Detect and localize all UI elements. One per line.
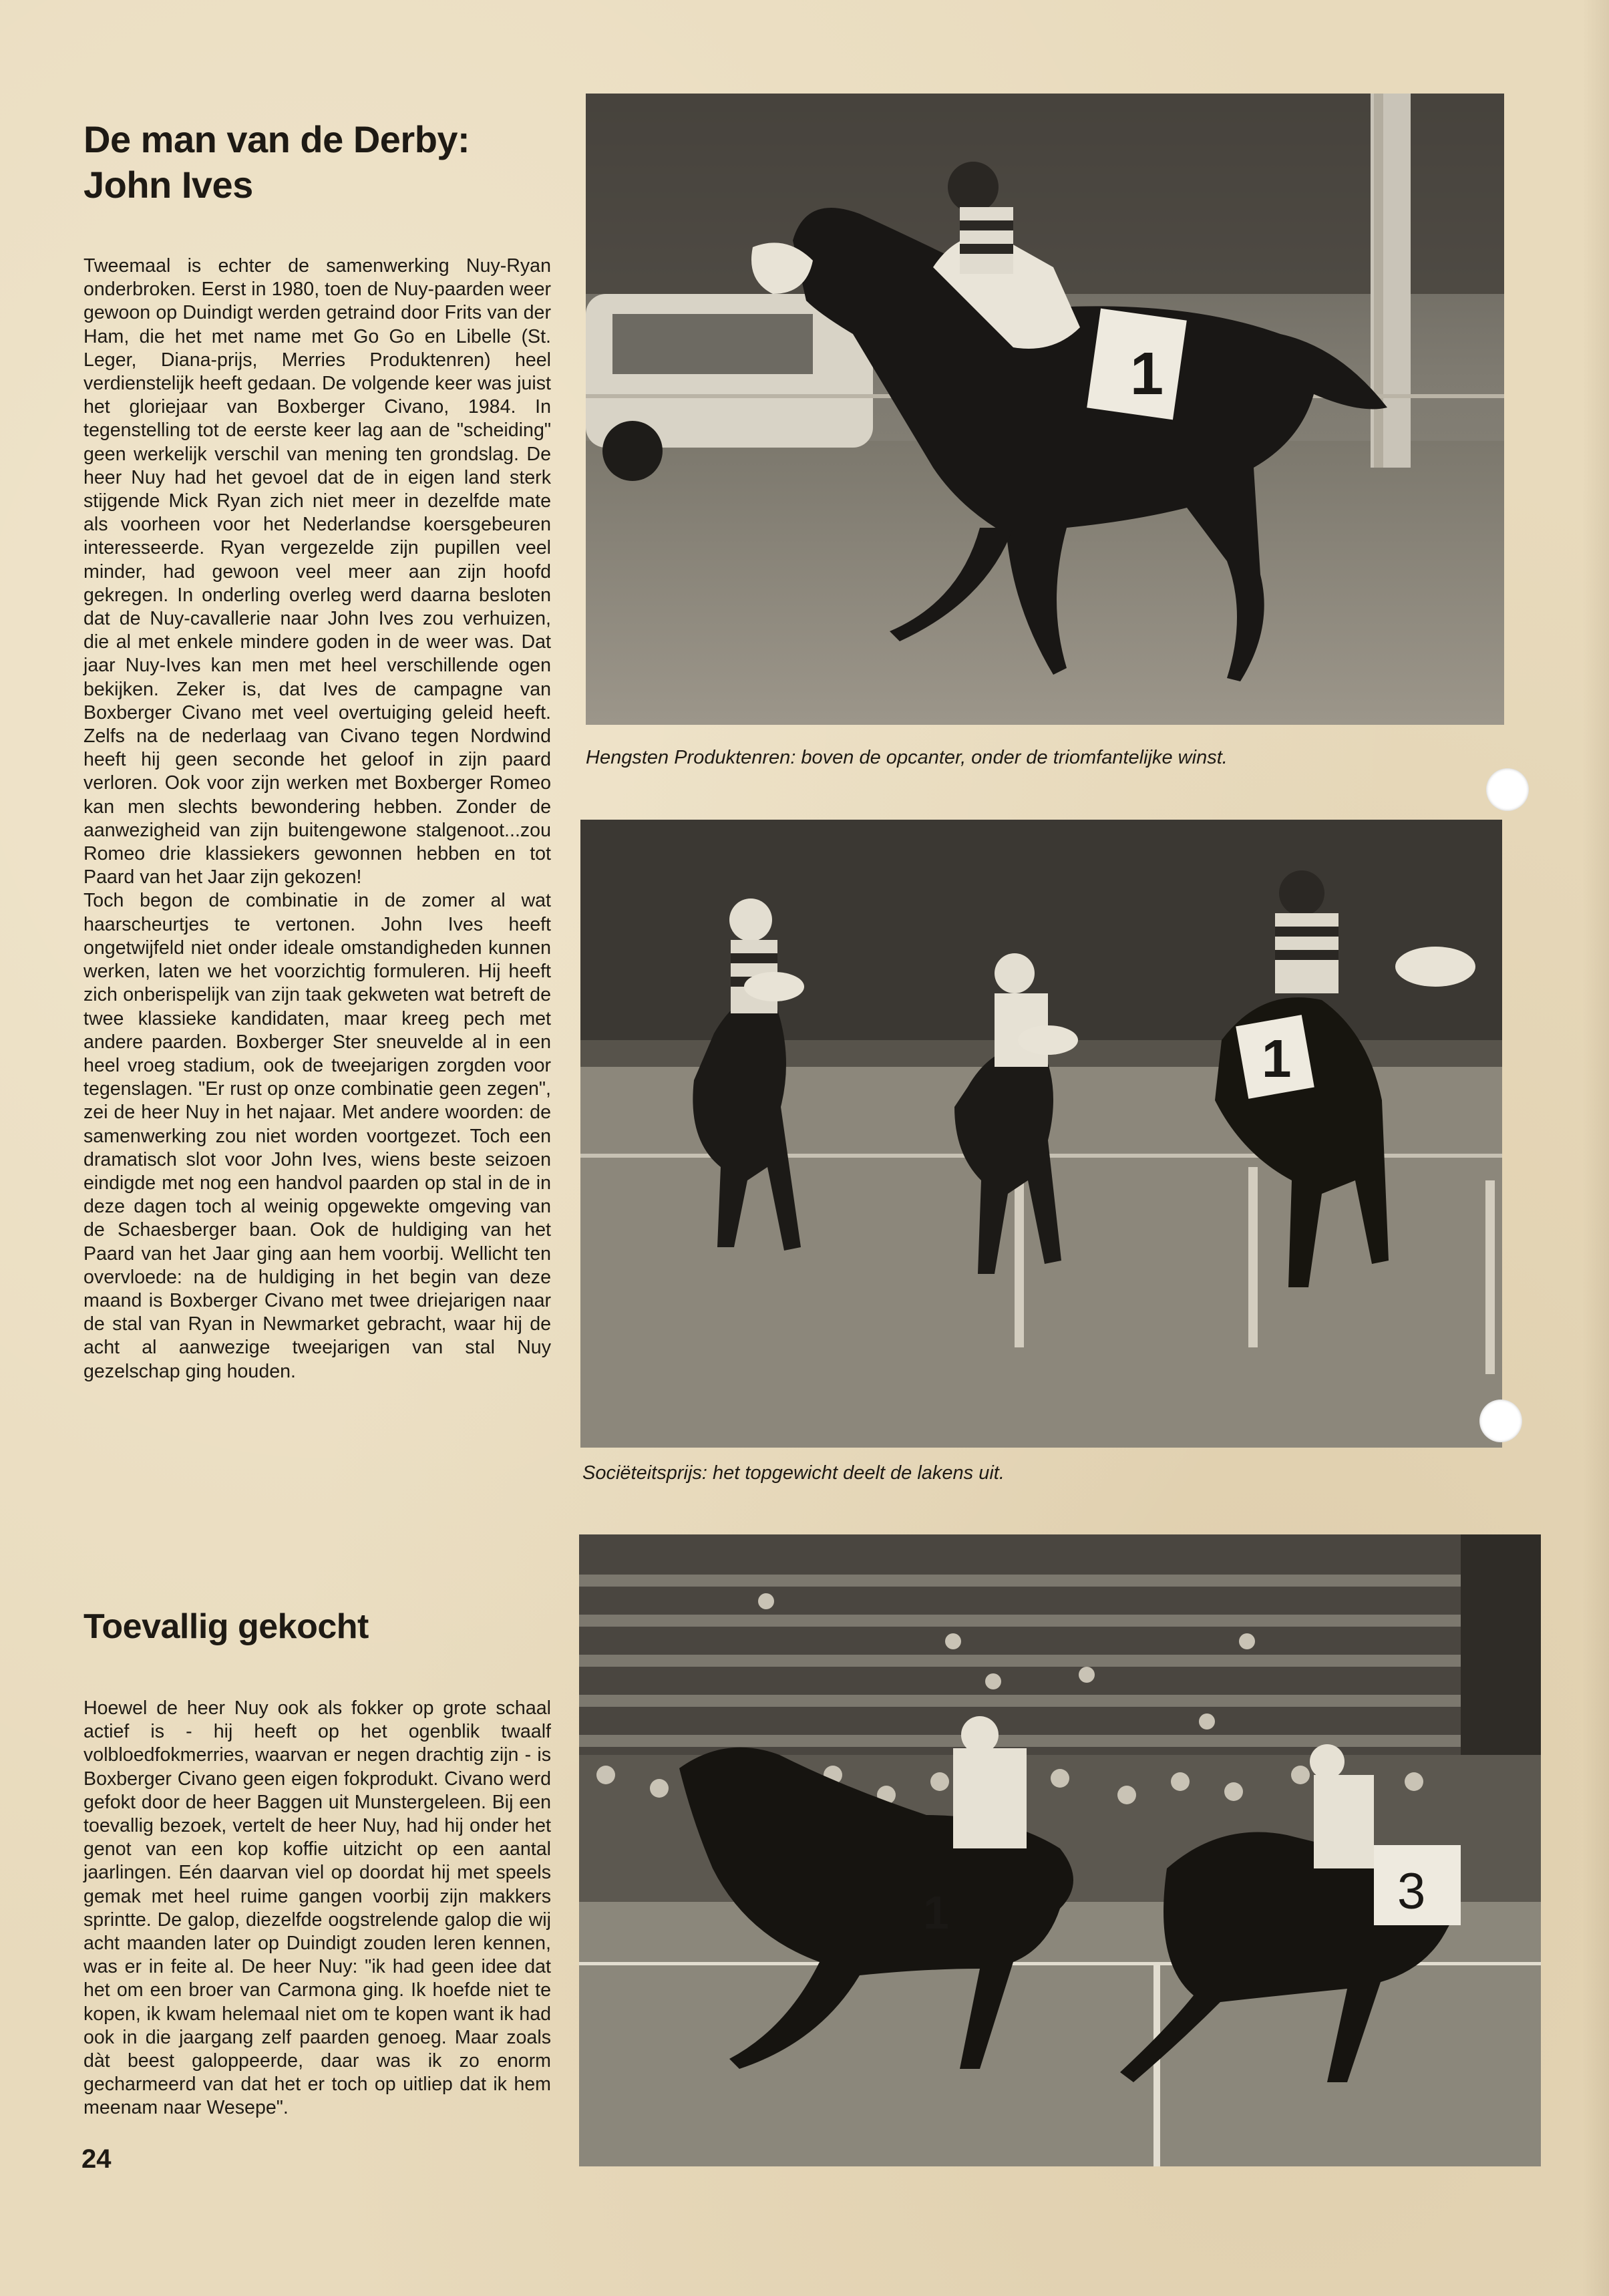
article-body-section-1 bbox=[83, 255, 551, 1383]
headline-line-1: De man van de Derby: bbox=[83, 118, 470, 160]
paragraph-3: Hoewel de heer Nuy ook als fokker op grote schaal actief is - hij heeft op het ogenblik twaalf volbloedfokmerries, waarvan er negen drachtig zijn - is Boxberger Civano geen eigen fokprodukt. Civano werd gefokt door de heer Baggen uit Munstergeleen. Bij een toevallig bezoek, vertelt de heer Nuy, had hij onder het genot van een kop koffie uitzicht op een aantal jaarlingen. Eén daarvan viel op doordat hij met speels gemak met heel ruime gangen voorbij zijn makkers sprintte. De galop, diezelfde oogstrelende galop die wij acht maanden later op Duindigt zouden leren kennen, was er in feite al. De heer Nuy: "ik had geen idee dat het om een broer van Carmona ging. Ik hoefde niet te kopen, ik kwam helemaal niet om te kopen want ik had ook in die jaargang zelf paarden genoeg. Maar zoals dàt beest galoppeerde, daar was ik zo enorm gecharmeerd van dat het er toch op uitliep dat ik hem meenam naar Wesepe". bbox=[83, 1697, 551, 2119]
saddle-cloth-number-photo1: 1 bbox=[1130, 341, 1164, 407]
photo1-caption: Hengsten Produktenren: boven de opcanter, onder de triomfantelijke winst. bbox=[586, 747, 1228, 768]
punch-hole-upper bbox=[1486, 768, 1529, 811]
article-column-top bbox=[83, 117, 551, 1383]
subheading: Toevallig gekocht bbox=[83, 1607, 369, 1646]
article-column-bottom bbox=[83, 1697, 551, 2120]
photo2-caption: Sociëteitsprijs: het topgewicht deelt de lakens uit. bbox=[582, 1462, 1005, 1484]
article-body-section-2 bbox=[83, 1697, 551, 2120]
photo-horse-race-grandstand bbox=[579, 1534, 1541, 2166]
saddle-cloth-number-photo2: 1 bbox=[1262, 1029, 1292, 1088]
paragraph-2: Toch begon de combinatie in de zomer al wat haarscheurtjes te vertonen. John Ives heeft ongetwijfeld niet onder ideale omstandigheden kunnen werken, laten we het voorzichtig formuleren. Hij heeft zich onberispelijk van zijn taak gekweten wat betreft de twee klassieke kandidaten, maar kreeg pech met andere paarden. Boxberger Ster sneuvelde al in een heel vroeg stadium, ook de tweejarigen zorgden voor tegenslagen. "Er rust op onze combinatie geen zegen", zei de heer Nuy in het najaar. Met andere woorden: de samenwerking zou niet worden voortgezet. Toch een dramatisch slot voor John Ives, wiens beste seizoen eindigde met nog een handvol paarden op stal in de in deze dagen toch al weinig opgewekte omgeving van de Schaesberger baan. Ook de huldiging van het Paard van het Jaar ging aan hem voorbij. Wellicht ten overvloede: na de huldiging in het begin van deze maand is Boxberger Civano met twee driejarigen naar de stal van Ryan in Newmarket gebracht, waar hij de acht al aanwezige tweejarigen van stal Nuy gezelschap ging houden. bbox=[83, 890, 551, 1382]
torn-edge bbox=[1582, 0, 1609, 2296]
photo-horse-canter-image bbox=[586, 94, 1504, 725]
saddle-cloth-number-3-photo3: 3 bbox=[1397, 1863, 1426, 1920]
headline-line-2: John Ives bbox=[83, 164, 253, 206]
paragraph-1: Tweemaal is echter de samenwerking Nuy-Ryan onderbroken. Eerst in 1980, toen de Nuy-paarden weer gewoon op Duindigt werden getraind door Frits van der Ham, die het met name met Go Go en Libelle (St. Leger, Diana-prijs, Merries Produktenren) heel verdienstelijk heeft gedaan. De volgende keer was juist het gloriejaar van Boxberger Civano, 1984. In tegenstelling tot de eerste keer lag aan de "scheiding" geen werkelijk verschil van mening ten grondslag. De heer Nuy had het gevoel dat de in eigen land sterk stijgende Mick Ryan zich niet meer in dezelfde mate als voorheen voor het Nederlandse koersgebeuren interesseerde. Ryan vergezelde zijn pupillen veel minder, had gewoon veel meer aan zijn hoofd gekregen. In onderling overleg werd daarna besloten dat de Nuy-cavallerie naar John Ives zou verhuizen, die al met enkele mindere goden in de weer was. Dat jaar Nuy-Ives kan men met heel verschillende ogen bekijken. Zeker is, dat Ives de campagne van Boxberger Civano met veel overtuiging geleid heeft. Zelfs na de nederlaag van Civano tegen Nordwind heeft hij geen seconde het geloof in zijn paard verloren. Ook voor zijn werken met Boxberger Romeo kan men slechts bewondering hebben. Zonder de aanwezigheid van zijn buitengewone stalgenoot...zou Romeo drie klassiekers gewonnen hebben en tot Paard van het Jaar zijn gekozen! bbox=[83, 255, 551, 888]
punch-hole-lower bbox=[1479, 1400, 1522, 1442]
photo-horse-race-grandstand-image bbox=[579, 1534, 1541, 2166]
page-number: 24 bbox=[81, 2144, 112, 2174]
photo-horse-canter bbox=[586, 94, 1504, 725]
headline bbox=[83, 117, 551, 208]
saddle-cloth-number-1-photo3: 1 bbox=[923, 1887, 949, 1939]
photo-horse-race-finish-image bbox=[580, 820, 1502, 1448]
photo-horse-race-finish bbox=[580, 820, 1502, 1448]
